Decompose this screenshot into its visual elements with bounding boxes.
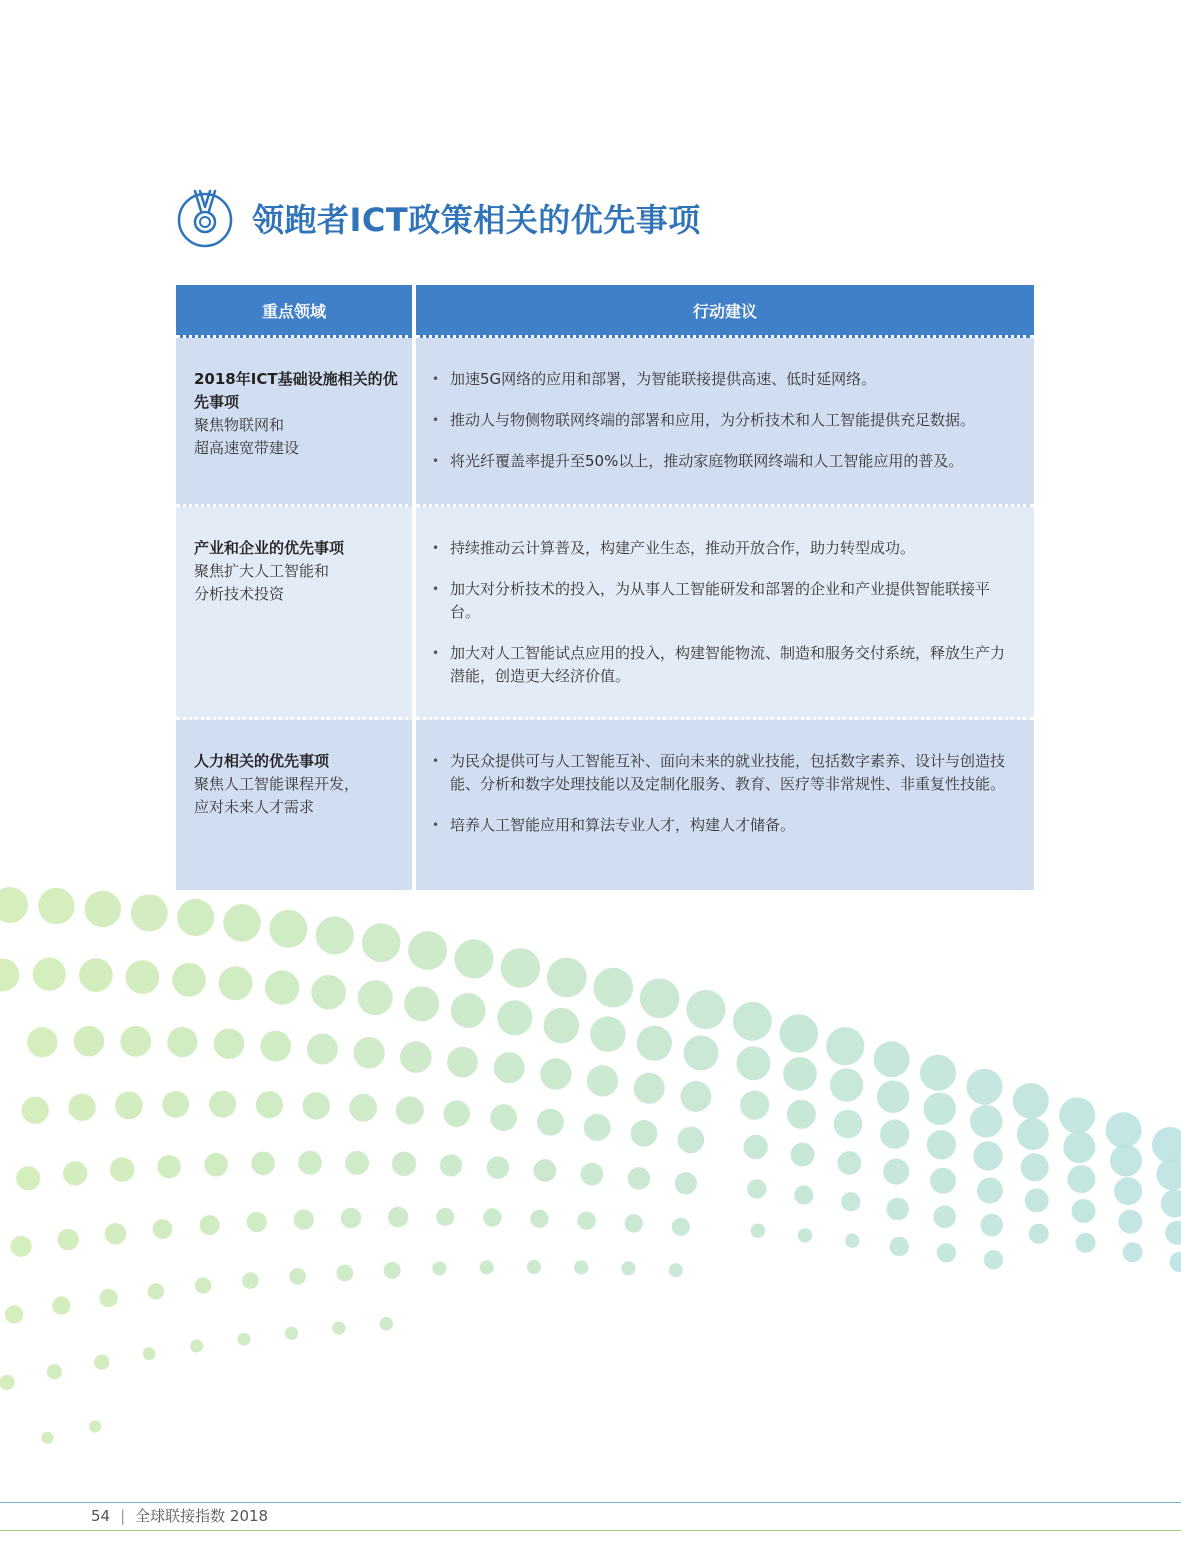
decorative-dot <box>105 1223 127 1245</box>
area-cell <box>176 720 416 890</box>
decorative-dot <box>316 916 354 954</box>
decorative-dot <box>886 1198 909 1221</box>
decorative-dot <box>681 1081 712 1112</box>
area-cell <box>176 338 416 507</box>
area-cell <box>176 507 416 720</box>
decorative-dot <box>380 1317 393 1330</box>
decorative-dot <box>289 1268 306 1285</box>
table-row <box>176 507 1034 720</box>
decorative-dot <box>923 1093 956 1126</box>
decorative-dot <box>190 1340 203 1353</box>
decorative-dot <box>973 1141 1002 1170</box>
decorative-dot <box>204 1153 228 1177</box>
decorative-dot <box>214 1029 245 1060</box>
section-heading <box>176 186 701 250</box>
decorative-dot <box>783 1057 817 1091</box>
decorative-dot <box>341 1208 361 1228</box>
decorative-dot <box>388 1207 409 1228</box>
decorative-dot <box>1118 1210 1142 1234</box>
decorative-dot <box>27 1027 57 1057</box>
decorative-dot <box>841 1192 860 1211</box>
decorative-dot <box>89 1420 101 1432</box>
decorative-dot <box>85 891 122 928</box>
decorative-dot <box>490 1104 517 1131</box>
decorative-dot <box>880 1120 909 1149</box>
decorative-dot <box>47 1364 62 1379</box>
action-item: • 持续推动云计算普及，构建产业生态，推动开放合作，助力转型成功。 <box>432 537 1018 560</box>
decorative-dot <box>544 1008 580 1044</box>
decorative-dot <box>1076 1233 1096 1253</box>
decorative-dot <box>260 1031 291 1062</box>
decorative-dot <box>540 1058 571 1089</box>
decorative-dot <box>733 1002 772 1041</box>
decorative-dot <box>443 1100 470 1127</box>
priority-table <box>176 285 1034 890</box>
decorative-dot <box>440 1154 462 1176</box>
decorative-dot <box>494 1052 525 1083</box>
action-item: • 为民众提供可与人工智能互补、面向未来的就业技能，包括数字素养、设计与创造技能、分析和数字处理技能以及定制化服务、教育、医疗等非常规性、非重复性技能。 <box>432 750 1018 796</box>
page-footer <box>91 1505 268 1526</box>
decorative-dot <box>826 1027 864 1065</box>
decorative-dot <box>480 1260 494 1274</box>
decorative-dot <box>845 1234 859 1248</box>
decorative-dot <box>984 1250 1003 1269</box>
decorative-dot <box>223 904 261 942</box>
decorative-dot <box>574 1260 588 1274</box>
area-title: 人力相关的优先事项 <box>194 752 330 770</box>
actions-cell <box>416 507 1034 720</box>
decorative-dot <box>593 968 633 1008</box>
decorative-dot <box>337 1265 354 1282</box>
footer-separator: | <box>120 1506 126 1525</box>
decorative-dot <box>487 1156 510 1179</box>
decorative-dot <box>1110 1145 1142 1177</box>
decorative-dot <box>927 1130 956 1159</box>
decorative-dot <box>637 1026 672 1061</box>
decorative-dot <box>451 993 486 1028</box>
decorative-dot <box>11 1236 32 1257</box>
decorative-dot <box>1013 1083 1049 1119</box>
page-title: 领跑者ICT政策相关的优先事项 <box>252 201 701 239</box>
decorative-dot <box>143 1347 156 1360</box>
decorative-dot <box>0 1375 15 1390</box>
decorative-dot <box>751 1224 766 1239</box>
decorative-dot <box>303 1092 330 1119</box>
decorative-dot <box>1165 1221 1181 1245</box>
decorative-dot <box>353 1037 384 1068</box>
decorative-dot <box>584 1114 611 1141</box>
header-actions: 行动建议 <box>416 285 1034 338</box>
decorative-dot <box>937 1243 956 1262</box>
decorative-dot <box>307 1034 338 1065</box>
decorative-dot <box>838 1151 862 1175</box>
decorative-dot <box>408 931 447 970</box>
area-subtitle: 聚焦人工智能课程开发， 应对未来人才需求 <box>194 775 360 816</box>
decorative-dot <box>209 1091 236 1118</box>
decorative-dot <box>890 1237 909 1256</box>
decorative-dot <box>547 958 587 998</box>
area-subtitle: 聚焦物联网和 超高速宽带建设 <box>194 416 300 457</box>
decorative-dot <box>57 1229 78 1250</box>
decorative-dot <box>1123 1242 1143 1262</box>
decorative-dot <box>497 1000 532 1035</box>
decorative-dot <box>669 1263 683 1277</box>
decorative-dot <box>933 1206 956 1229</box>
decorative-dot <box>640 979 680 1019</box>
decorative-dot <box>120 1026 151 1057</box>
decorative-dot <box>684 1036 719 1071</box>
decorative-dot <box>125 960 159 994</box>
footer-divider <box>0 1502 1181 1503</box>
medal-icon <box>176 187 234 249</box>
decorative-dot <box>345 1151 369 1175</box>
decorative-dot <box>242 1272 259 1289</box>
decorative-dot <box>22 1097 49 1124</box>
decorative-dot <box>780 1014 819 1053</box>
decorative-dot <box>5 1305 23 1323</box>
decorative-dot <box>883 1159 909 1185</box>
decorative-dot <box>530 1210 548 1228</box>
decorative-dot <box>686 990 725 1029</box>
decorative-dot <box>148 1283 164 1299</box>
decorative-dot <box>33 958 66 991</box>
decorative-dot <box>980 1214 1003 1237</box>
decorative-dot <box>1156 1158 1181 1190</box>
header-focus-area: 重点领域 <box>176 285 416 338</box>
decorative-dot <box>1152 1127 1181 1163</box>
decorative-dot <box>349 1094 377 1122</box>
decorative-dot <box>162 1091 189 1118</box>
decorative-dot <box>177 899 214 936</box>
action-item: • 将光纤覆盖率提升至50%以上，推动家庭物联网终端和人工智能应用的普及。 <box>432 450 1018 473</box>
decorative-dot <box>966 1069 1002 1105</box>
decorative-dot <box>285 1327 298 1340</box>
decorative-dot <box>787 1100 816 1129</box>
actions-cell <box>416 338 1034 507</box>
decorative-dot <box>501 948 541 988</box>
decorative-dot <box>167 1027 197 1057</box>
decorative-dot <box>265 970 299 1004</box>
decorative-dot <box>79 958 113 992</box>
decorative-dot <box>384 1262 401 1279</box>
decorative-dot <box>400 1041 432 1073</box>
action-item: • 加大对分析技术的投入，为从事人工智能研发和部署的企业和产业提供智能联接平台。 <box>432 578 1018 624</box>
decorative-dot <box>1114 1177 1142 1205</box>
decorative-dot <box>195 1277 211 1293</box>
decorative-dot <box>269 910 307 948</box>
decorative-dot <box>744 1135 768 1159</box>
decorative-dot <box>740 1091 769 1120</box>
decorative-dot <box>0 959 19 992</box>
decorative-dot <box>74 1026 105 1057</box>
table-header-row <box>176 285 1034 338</box>
decorative-dot <box>1025 1189 1049 1213</box>
decorative-dot <box>392 1152 416 1176</box>
decorative-dot <box>1063 1131 1095 1163</box>
decorative-dot <box>794 1185 813 1204</box>
decorative-dot <box>534 1159 557 1182</box>
decorative-dot <box>454 939 493 978</box>
decorative-dot <box>527 1260 541 1274</box>
action-item: • 加大对人工智能试点应用的投入，构建智能物流、制造和服务交付系统，释放生产力潜能，创造更大经济价值。 <box>432 642 1018 688</box>
decorative-dot <box>830 1068 863 1101</box>
decorative-dot <box>1067 1165 1095 1193</box>
decorative-dot <box>834 1110 863 1139</box>
decorative-dot <box>68 1094 95 1121</box>
decorative-dot <box>131 894 168 931</box>
area-title: 2018年ICT基础设施相关的优先事项 <box>194 370 398 411</box>
action-item: • 培养人工智能应用和算法专业人才，构建人才储备。 <box>432 814 1018 837</box>
decorative-dot <box>332 1322 345 1335</box>
decorative-dot <box>362 923 401 962</box>
decorative-dot <box>577 1212 595 1230</box>
decorative-dot <box>172 963 206 997</box>
area-title: 产业和企业的优先事项 <box>194 539 345 557</box>
decorative-dot <box>1017 1118 1049 1150</box>
decorative-dot <box>311 975 346 1010</box>
decorative-dot <box>16 1166 40 1190</box>
decorative-dot <box>634 1073 665 1104</box>
decorative-dot <box>1161 1190 1181 1218</box>
action-item: • 加速5G网络的应用和部署，为智能联接提供高速、低时延网络。 <box>432 368 1018 391</box>
decorative-dot <box>631 1120 658 1147</box>
decorative-dot <box>99 1289 117 1307</box>
area-subtitle: 聚焦扩大人工智能和 分析技术投资 <box>194 562 330 603</box>
decorative-dot <box>1072 1199 1096 1223</box>
decorative-dot <box>52 1296 70 1314</box>
decorative-dot <box>537 1109 564 1136</box>
decorative-dot <box>628 1167 651 1190</box>
decorative-dot <box>587 1065 618 1096</box>
decorative-dot <box>930 1168 956 1194</box>
decorative-dot <box>0 887 28 923</box>
decorative-dot <box>396 1096 424 1124</box>
decorative-dot <box>157 1155 180 1178</box>
decorative-dot <box>920 1055 956 1091</box>
action-item: • 推动人与物侧物联网终端的部署和应用，为分析技术和人工智能提供充足数据。 <box>432 409 1018 432</box>
decorative-dot <box>625 1214 643 1232</box>
table-row <box>176 338 1034 507</box>
decorative-dot <box>483 1208 501 1226</box>
decorative-dot <box>1021 1153 1049 1181</box>
decorative-dot <box>1170 1252 1181 1272</box>
decorative-dot <box>1106 1112 1142 1148</box>
decorative-dot <box>63 1161 87 1185</box>
actions-cell <box>416 720 1034 890</box>
decorative-dot <box>737 1046 771 1080</box>
decorative-dot <box>447 1047 478 1078</box>
decorative-dot <box>874 1041 910 1077</box>
decorative-dot <box>219 966 253 1000</box>
footer-divider-bottom <box>0 1530 1181 1531</box>
decorative-dot <box>581 1163 604 1186</box>
decorative-dot <box>1029 1224 1049 1244</box>
decorative-dot <box>153 1219 173 1239</box>
decorative-dot <box>200 1215 220 1235</box>
decorative-dot <box>621 1261 635 1275</box>
decorative-dot <box>1059 1097 1095 1133</box>
decorative-dot <box>238 1333 251 1346</box>
decorative-dot <box>294 1209 314 1229</box>
decorative-dot <box>432 1262 446 1276</box>
decorative-dot <box>247 1212 267 1232</box>
decorative-dot <box>970 1105 1003 1138</box>
decorative-dot <box>38 888 74 924</box>
decorative-dot <box>590 1016 626 1052</box>
publication-title: 全球联接指数 2018 <box>135 1507 269 1525</box>
decorative-dot <box>678 1127 705 1154</box>
decorative-dot <box>94 1355 109 1370</box>
decorative-dot <box>404 986 439 1021</box>
decorative-dot <box>791 1143 815 1167</box>
decorative-dot <box>298 1151 322 1175</box>
decorative-dot <box>358 980 393 1015</box>
decorative-dot <box>747 1179 766 1198</box>
decorative-dot <box>41 1432 53 1444</box>
decorative-dot <box>672 1218 690 1236</box>
decorative-dot <box>436 1208 454 1226</box>
decorative-dot <box>675 1172 697 1194</box>
decorative-dot <box>110 1157 135 1182</box>
decorative-dot <box>977 1178 1003 1204</box>
decorative-dot <box>798 1228 812 1242</box>
page-number: 54 <box>91 1506 111 1525</box>
table-row <box>176 720 1034 890</box>
decorative-dot <box>877 1080 910 1113</box>
decorative-dot <box>251 1152 275 1176</box>
decorative-dot <box>256 1091 283 1118</box>
decorative-dot <box>115 1092 143 1120</box>
